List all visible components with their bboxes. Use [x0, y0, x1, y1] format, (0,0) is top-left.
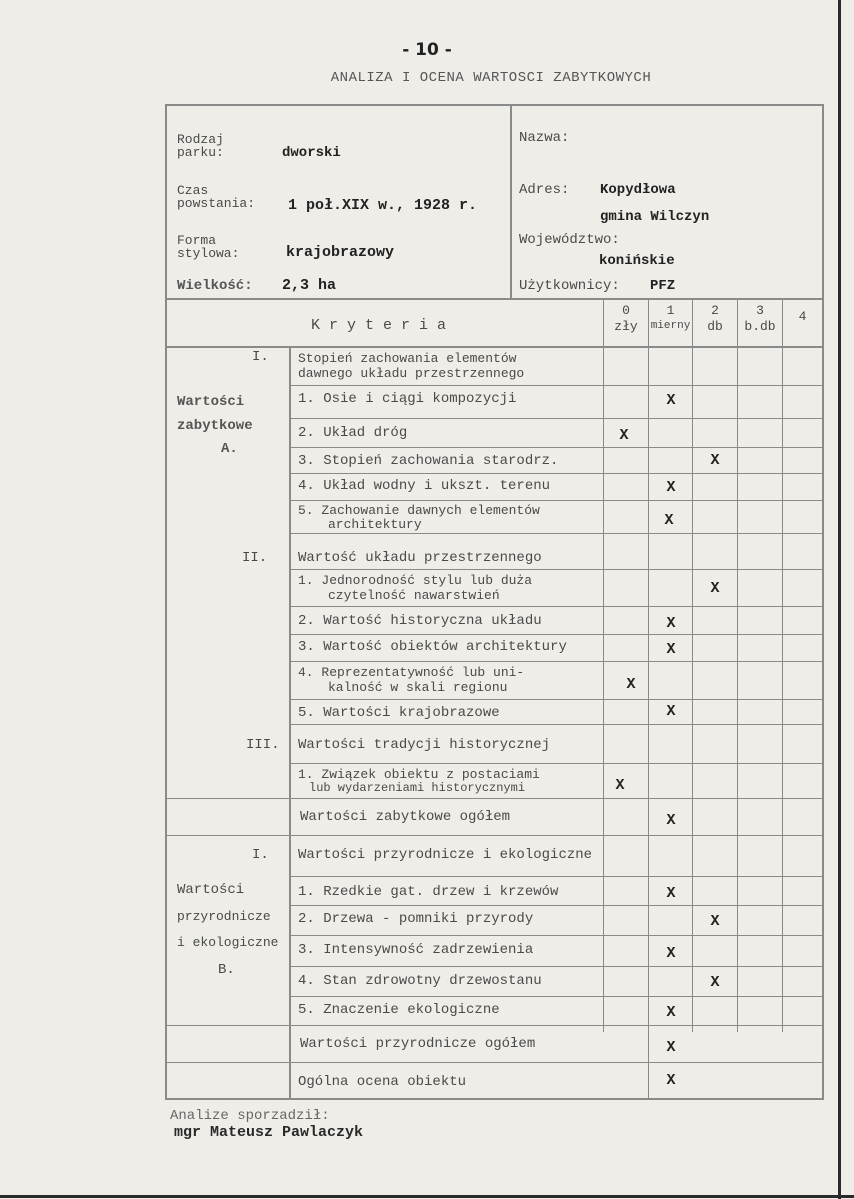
overall-rating: Ogólna ocena obiektu — [298, 1074, 467, 1090]
g1-row-5-line1: 5. Zachowanie dawnych elementów — [298, 503, 540, 518]
scan-edge-right — [838, 0, 841, 1199]
score-num-3: 3 — [756, 303, 764, 318]
score-header-2 — [693, 304, 737, 333]
group3-title: Wartości tradycji historycznej — [298, 737, 551, 753]
signature-label: Analize sporzadził: — [170, 1108, 330, 1124]
wojewodztwo-value: konińskie — [599, 253, 675, 269]
adres-line1: Kopydłowa — [600, 182, 676, 198]
rodzaj-value: dworski — [282, 145, 341, 161]
page-number: - 10 - — [402, 40, 452, 60]
section-b-title-2: przyrodnicze — [177, 909, 271, 924]
g2-row-5: 5. Wartości krajobrazowe — [298, 705, 500, 721]
score-header-3 — [738, 304, 782, 333]
rodzaj-label: Rodzaj parku: — [177, 132, 224, 160]
g2-row-4-line1: 4. Reprezentatywność lub uni- — [298, 665, 525, 680]
overall-rating-mark: X — [666, 1072, 676, 1089]
wielkosc-value: 2,3 ha — [282, 277, 337, 294]
forma-label: Forma stylowa: — [177, 233, 240, 261]
b-row-2-mark: X — [710, 913, 720, 930]
section-b-title-1: Wartości — [177, 882, 245, 898]
b-row-3: 3. Intensywność zadrzewienia — [298, 942, 534, 958]
section-b-total: Wartości przyrodnicze ogółem — [300, 1036, 536, 1052]
kryteria-header: K r y t e r i a — [311, 317, 447, 334]
score-num-4: 4 — [798, 309, 807, 324]
section-b-group-title: Wartości przyrodnicze i ekologiczne — [298, 847, 593, 863]
wojewodztwo-label: Województwo: — [519, 232, 620, 248]
g3-row-1-mark: X — [615, 777, 625, 794]
group1-roman: I. — [252, 349, 269, 365]
g2-row-4-line2: kalność w skali regionu — [328, 680, 508, 695]
czas-label: Czas powstania: — [177, 183, 256, 211]
group3-roman: III. — [246, 737, 280, 753]
g1-row-3-mark: X — [710, 452, 720, 469]
adres-line2: gmina Wilczyn — [600, 209, 710, 225]
page-heading: ANALIZA I OCENA WARTOSCI ZABYTKOWYCH — [330, 70, 652, 86]
g1-row-5-line2: architektury — [328, 517, 422, 532]
score-label-2: db — [707, 319, 723, 334]
score-header-0 — [604, 304, 648, 333]
g1-row-4-mark: X — [666, 479, 676, 496]
score-header-4 — [783, 310, 822, 323]
g2-row-2: 2. Wartość historyczna układu — [298, 613, 542, 629]
scan-edge-bottom — [0, 1195, 854, 1198]
score-num-2: 2 — [711, 303, 719, 318]
uzytkownicy-value: PFZ — [650, 278, 676, 294]
g1-row-3: 3. Stopień zachowania starodrz. — [298, 453, 559, 469]
group2-title: Wartość układu przestrzennego — [298, 550, 542, 566]
g2-row-3: 3. Wartość obiektów architektury — [298, 639, 567, 655]
section-a-title-1: Wartości — [177, 394, 245, 410]
score-num-1: 1 — [666, 303, 675, 318]
section-b-total-mark: X — [666, 1039, 676, 1056]
group2-roman: II. — [242, 550, 268, 566]
score-header-1 — [649, 304, 692, 333]
g1-row-4: 4. Układ wodny i ukszt. terenu — [298, 478, 551, 494]
g2-row-1-mark: X — [710, 580, 720, 597]
g1-row-1-mark: X — [666, 392, 676, 409]
b-row-2: 2. Drzewa - pomniki przyrody — [298, 911, 534, 927]
g3-row-1-line1: 1. Związek obiektu z postaciami — [298, 767, 540, 782]
section-b-title-4: B. — [218, 962, 235, 978]
b-row-1-mark: X — [666, 885, 676, 902]
g2-row-2-mark: X — [666, 615, 676, 632]
b-row-5: 5. Znaczenie ekologiczne — [298, 1002, 500, 1018]
g1-row-1: 1. Osie i ciągi kompozycji — [298, 391, 517, 407]
g1-row-2: 2. Układ dróg — [298, 425, 408, 441]
section-b-title-3: i ekologiczne — [177, 935, 279, 950]
section-a-title-3: A. — [221, 441, 238, 457]
b-row-1: 1. Rzedkie gat. drzew i krzewów — [298, 884, 559, 900]
score-label-1: mierny — [650, 320, 691, 332]
g2-row-1-line2: czytelność nawarstwień — [328, 588, 500, 603]
g2-row-1-line1: 1. Jednorodność stylu lub duża — [298, 573, 533, 588]
czas-value: 1 poł.XIX w., 1928 r. — [288, 197, 478, 214]
b-row-5-mark: X — [666, 1004, 676, 1021]
b-row-4: 4. Stan zdrowotny drzewostanu — [298, 973, 542, 989]
score-num-0: 0 — [622, 303, 630, 318]
uzytkownicy-label: Użytkownicy: — [519, 278, 620, 294]
group1-title-2: dawnego układu przestrzennego — [298, 366, 525, 381]
g1-row-5-mark: X — [664, 512, 674, 529]
score-label-3: b.db — [744, 319, 776, 334]
forma-value: krajobrazowy — [286, 244, 395, 261]
section-a-total: Wartości zabytkowe ogółem — [300, 809, 511, 825]
nazwa-label: Nazwa: — [519, 130, 570, 146]
section-b-group-roman: I. — [252, 847, 269, 863]
signature-name: mgr Mateusz Pawlaczyk — [174, 1124, 364, 1141]
g3-row-1-line2: lub wydarzeniami historycznymi — [309, 781, 526, 795]
g2-row-4-mark: X — [626, 676, 636, 693]
score-label-0: zły — [614, 319, 638, 334]
g2-row-3-mark: X — [666, 641, 676, 658]
b-row-3-mark: X — [666, 945, 676, 962]
section-a-title-2: zabytkowe — [177, 418, 253, 434]
wielkosc-label: Wielkość: — [177, 278, 253, 294]
b-row-4-mark: X — [710, 974, 720, 991]
section-a-total-mark: X — [666, 812, 676, 829]
g2-row-5-mark: X — [666, 703, 676, 720]
group1-title-1: Stopień zachowania elementów — [298, 351, 517, 366]
adres-label: Adres: — [519, 182, 570, 198]
g1-row-2-mark: X — [619, 427, 629, 444]
